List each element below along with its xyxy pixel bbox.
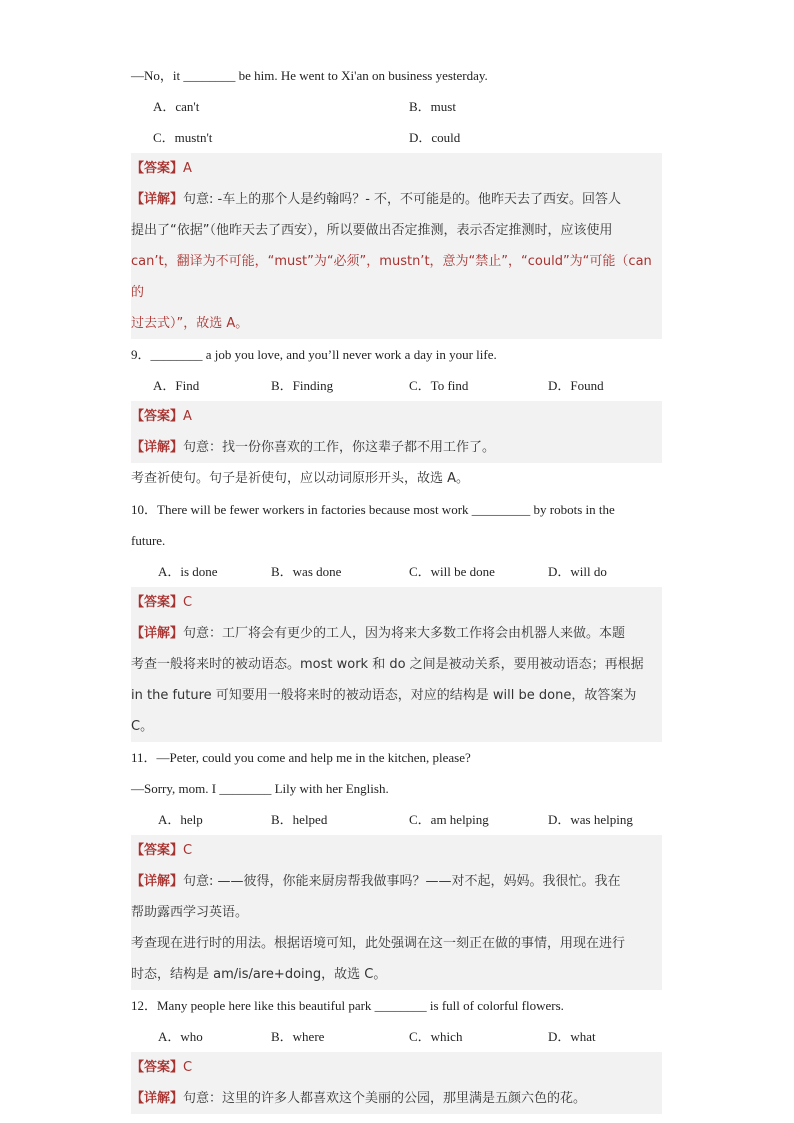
option-b: B．where xyxy=(271,1029,325,1044)
question-10-line2: future. xyxy=(131,533,166,548)
question-10-answer-block xyxy=(131,587,662,742)
question-9-answer-block xyxy=(131,401,662,463)
explanation-line: 考查祈使句。句子是祈使句，应以动词原形开头，故选 A。 xyxy=(131,471,470,486)
question-10-line1: 10．There will be fewer workers in factories because most work _________ by robots in the xyxy=(131,502,615,517)
option-d: D．Found xyxy=(548,378,604,393)
option-d: D．could xyxy=(409,130,461,145)
question-12-answer-block xyxy=(131,1052,662,1114)
option-d: D．what xyxy=(548,1029,596,1044)
option-a: A．help xyxy=(158,812,203,827)
option-c: C．which xyxy=(409,1029,463,1044)
explanation-line: 过去式）”，故选 A。 xyxy=(131,316,249,331)
explanation-line: 【详解】句意: -车上的那个人是约翰吗？- 不，不可能是的。他昨天去了西安。回答人 xyxy=(131,192,622,207)
question-8-line: —No，it ________ be him. He went to Xi'an on business yesterday. xyxy=(131,68,488,83)
option-c: C．mustn't xyxy=(153,130,213,145)
option-a: A．is done xyxy=(158,564,218,579)
question-8-options-row1 xyxy=(131,91,662,122)
question-12-options xyxy=(131,1021,662,1052)
option-d: D．will do xyxy=(548,564,607,579)
explanation-line: 【详解】句意：这里的许多人都喜欢这个美丽的公园，那里满是五颜六色的花。 xyxy=(131,1091,587,1106)
document-page xyxy=(131,60,662,1114)
explanation-line: 时态，结构是 am/is/are+doing，故选 C。 xyxy=(131,967,387,982)
explanation-line: 考查现在进行时的用法。根据语境可知，此处强调在这一刻正在做的事情，用现在进行 xyxy=(131,936,626,951)
explanation xyxy=(131,184,662,339)
explanation xyxy=(131,618,662,742)
option-a: A．who xyxy=(158,1029,203,1044)
question-11-options xyxy=(131,804,662,835)
explanation-line: 【详解】句意：找一份你喜欢的工作，你这辈子都不用工作了。 xyxy=(131,440,496,455)
option-c: C．am helping xyxy=(409,812,489,827)
option-c: C．To find xyxy=(409,378,469,393)
option-b: B．helped xyxy=(271,812,328,827)
question-11-line2: —Sorry, mom. I ________ Lily with her English. xyxy=(131,781,389,796)
answer-line: 【答案】C xyxy=(131,595,193,610)
option-a: A．can't xyxy=(153,99,200,114)
option-b: B．was done xyxy=(271,564,342,579)
explanation xyxy=(131,1083,662,1114)
option-a: A．Find xyxy=(153,378,200,393)
explanation xyxy=(131,432,662,463)
question-8-options-row2 xyxy=(131,122,662,153)
question-8-answer-block xyxy=(131,153,662,339)
question-10-options xyxy=(131,556,662,587)
explanation-line: 帮助露西学习英语。 xyxy=(131,905,249,920)
explanation-line: 考查一般将来时的被动语态。most work 和 do 之间是被动关系，要用被动语态；再根据 xyxy=(131,657,644,672)
question-12-line: 12．Many people here like this beautiful park ________ is full of colorful flowers. xyxy=(131,998,564,1013)
explanation xyxy=(131,866,662,990)
option-d: D．was helping xyxy=(548,812,633,827)
question-11-answer-block xyxy=(131,835,662,990)
question-9-line: 9．________ a job you love, and you’ll never work a day in your life. xyxy=(131,347,497,362)
explanation-line: can’t，翻译为不可能，“must”为“必须”，mustn’t，意为“禁止”，“could”为“可能（can 的 xyxy=(131,254,652,300)
answer-line: 【答案】A xyxy=(131,161,192,176)
option-b: B．must xyxy=(409,99,456,114)
option-b: B．Finding xyxy=(271,378,334,393)
explanation-line: in the future 可知要用一般将来时的被动语态，对应的结构是 will be done，故答案为 C。 xyxy=(131,688,637,734)
option-c: C．will be done xyxy=(409,564,495,579)
explanation-line: 【详解】句意：工厂将会有更少的工人，因为将来大多数工作将会由机器人来做。本题 xyxy=(131,626,626,641)
question-9-options xyxy=(131,370,662,401)
answer-line: 【答案】C xyxy=(131,843,193,858)
explanation-line: 【详解】句意: ——彼得，你能来厨房帮我做事吗？——对不起，妈妈。我很忙。我在 xyxy=(131,874,621,889)
answer-line: 【答案】C xyxy=(131,1060,193,1075)
answer-line: 【答案】A xyxy=(131,409,192,424)
explanation-line: 提出了“依据”（他昨天去了西安），所以要做出否定推测，表示否定推测时，应该使用 xyxy=(131,223,613,238)
question-11-line1: 11．—Peter, could you come and help me in the kitchen, please? xyxy=(131,750,471,765)
